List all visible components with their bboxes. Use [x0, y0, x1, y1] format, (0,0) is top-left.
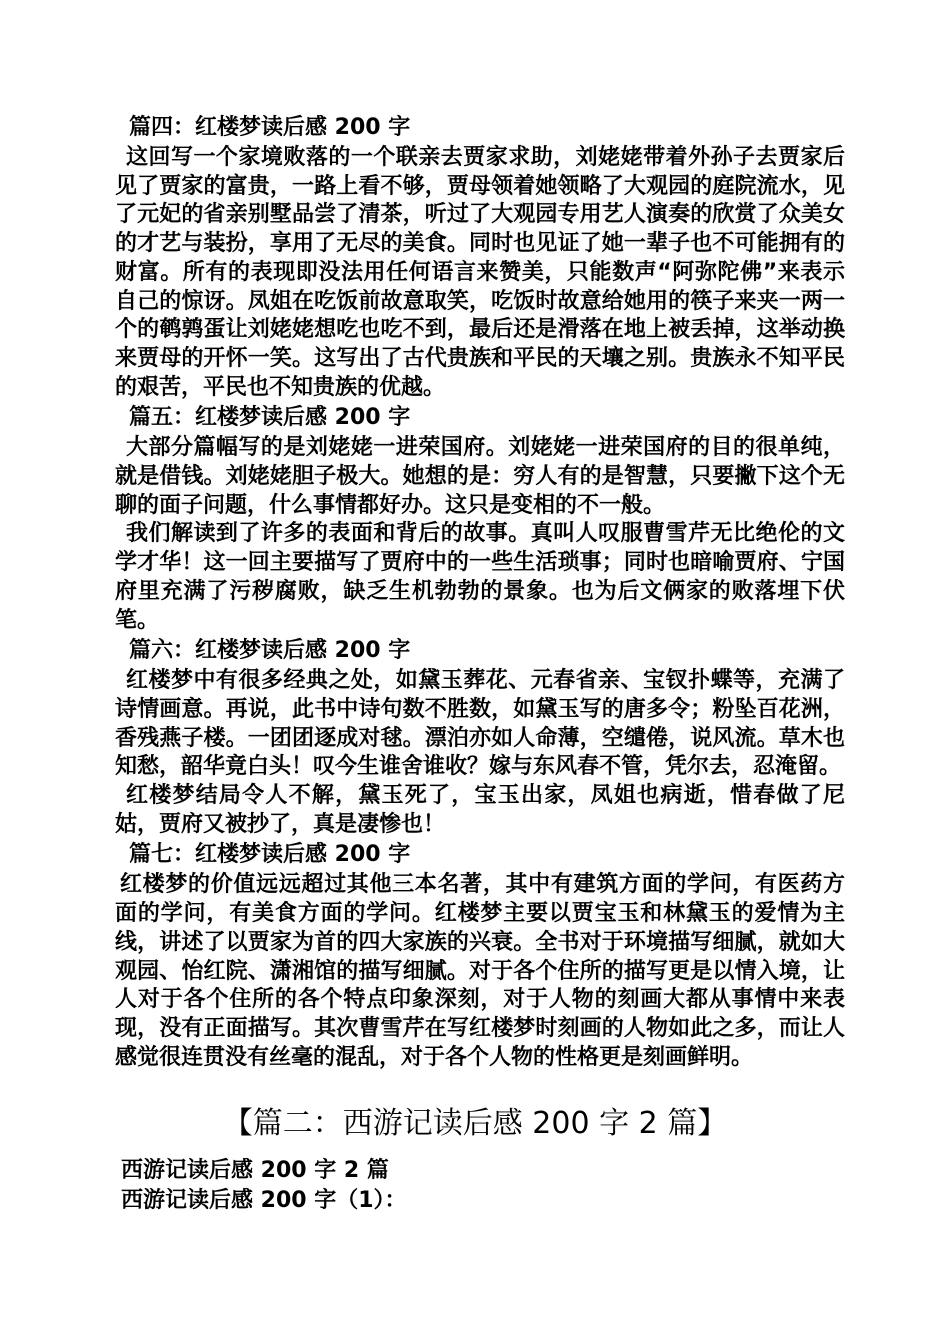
subheading-line: 西游记读后感 200 字（1）： — [121, 1188, 407, 1213]
subheading-line: 西游记读后感 200 字 2 篇 — [121, 1158, 389, 1183]
section-paragraph: 这回写一个家境败落的一个联亲去贾家求助，刘姥姥带着外孙子去贾家后见了贾家的富贵，一路上看不够，贾母领着她领略了大观园的庭院流水，见了元妃的省亲别墅品尝了清茶，听过了大观园专用艺人演奏的欣赏了众美女的才艺与装扮，享用了无尽的美食。同时也见证了她一辈子也不可能拥有的财富。所有的表现即没法用任何语言来赞美，只能数声“阿弥陀佛”来表示自己的惊讶。凤姐在吃饭前故意取笑，吃饭时故意给她用的筷子来夹一两一个的鹌鹑蛋让刘姥姥想吃也吃不到，最后还是滑落在地上被丢掉，这举动换来贾母的开怀一笑。这写出了古代贵族和平民的天壤之别。贵族永不知平民的艰苦，平民也不知贵族的优越。 — [115, 145, 845, 400]
section-paragraph: 红楼梦的价值远远超过其他三本名著，其中有建筑方面的学问，有医药方面的学问，有美食方面的学问。红楼梦主要以贾宝玉和林黛玉的爱情为主线，讲述了以贾家为首的四大家族的兴衰。全书对于环境描写细腻，就如大观园、怡红院、潇湘馆的描写细腻。对于各个住所的描写更是以情入境，让人对于各个住所的各个特点印象深刻，对于人物的刻画大都从事情中来表现，没有正面描写。其次曹雪芹在写红楼梦时刻画的人物如此之多，而让人感觉很连贯没有丝毫的混乱，对于各个人物的性格更是刻画鲜明。 — [115, 872, 845, 1070]
section-paragraph: 红楼梦中有很多经典之处，如黛玉葬花、元春省亲、宝钗扑蝶等，充满了诗情画意。再说，此书中诗句数不胜数，如黛玉写的唐多令；粉坠百花洲，香残燕子楼。一团团逐成对毬。漂泊亦如人命薄，空缱倦，说风流。草木也知愁，韶华竟白头！叹今生谁舍谁收？嫁与东风春不管，凭尔去，忍淹留。 — [115, 668, 845, 780]
document-body — [115, 112, 845, 1072]
section-heading: 篇四：红楼梦读后感 200 字 — [129, 115, 411, 140]
section-heading: 篇五：红楼梦读后感 200 字 — [129, 405, 411, 431]
section-heading: 篇七：红楼梦读后感 200 字 — [129, 842, 411, 868]
section-heading: 篇六：红楼梦读后感 200 字 — [129, 638, 411, 664]
chapter-heading: 【篇二：西游记读后感 200 字 2 篇】 — [222, 1106, 728, 1141]
section-paragraph: 红楼梦结局令人不解，黛玉死了，宝玉出家，凤姐也病逝，惜春做了尼姑，贾府又被抄了，真是凄惨也！ — [115, 783, 845, 837]
section-paragraph: 我们解读到了许多的表面和背后的故事。真叫人叹服曹雪芹无比绝伦的文学才华！这一回主要描写了贾府中的一些生活琐事；同时也暗喻贾府、宁国府里充满了污秽腐败，缺乏生机勃勃的景象。也为后文俩家的败落埋下伏笔。 — [115, 521, 845, 633]
section-paragraph: 大部分篇幅写的是刘姥姥一进荣国府。刘姥姥一进荣国府的目的很单纯，就是借钱。刘姥姥胆子极大。她想的是：穷人有的是智慧，只要撇下这个无聊的面子问题，什么事情都好办。这只是变相的不一般。 — [115, 435, 845, 518]
